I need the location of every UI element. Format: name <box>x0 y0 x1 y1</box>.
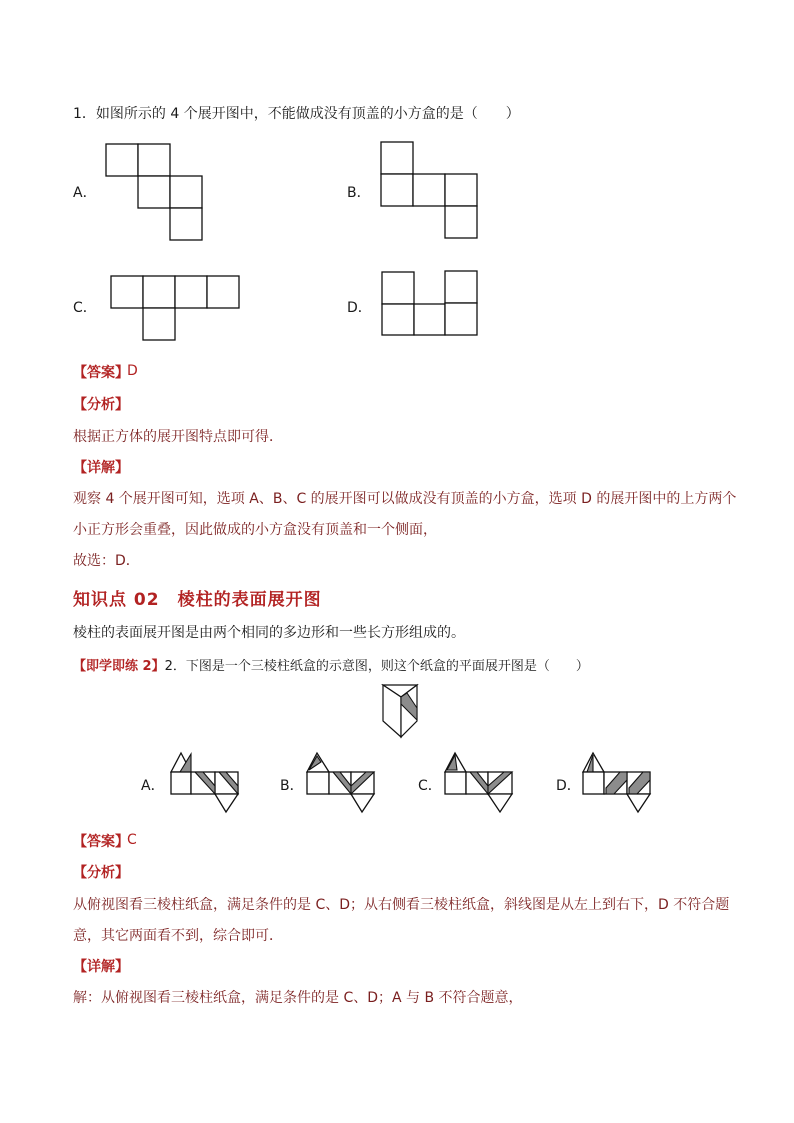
q1-answer-tag: 【答案】 <box>73 365 129 381</box>
q2-option-d-label: D． <box>556 778 581 794</box>
q2-option-b-label: B． <box>280 778 304 794</box>
q2-detail: 解：从俯视图看三棱柱纸盒，满足条件的是 C、D；A 与 B 不符合题意， <box>73 990 523 1006</box>
q2-analysis-line-2: 意，其它两面看不到，综合即可． <box>73 928 283 944</box>
q1-detail-line-3: 故选：D． <box>73 553 140 569</box>
q1-option-a-label: A． <box>73 185 97 201</box>
section-intro: 棱柱的表面展开图是由两个相同的多边形和一些长方形组成的。 <box>73 625 465 641</box>
q1-option-b-label: B． <box>347 185 371 201</box>
q1-detail-line-1: 观察 4 个展开图可知，选项 A、B、C 的展开图可以做成没有顶盖的小方盒，选项 D 的展开图中的上方两个 <box>73 491 737 507</box>
q1-analysis-tag: 【分析】 <box>73 397 129 413</box>
q2-tag: 【即学即练 2】 <box>73 659 165 674</box>
q2-option-c-label: C． <box>418 778 442 794</box>
q2-analysis-line-1: 从俯视图看三棱柱纸盒，满足条件的是 C、D；从右侧看三棱柱纸盒，斜线图是从左上到右下，D 不符合题 <box>73 897 730 913</box>
q2-detail-tag: 【详解】 <box>73 959 129 975</box>
q1-answer: D <box>127 363 138 379</box>
q1-detail-line-2: 小正方形会重叠，因此做成的小方盒没有顶盖和一个侧面， <box>73 522 437 538</box>
q2-stem: 2．下图是一个三棱柱纸盒的示意图，则这个纸盒的平面展开图是（ ） <box>164 659 589 674</box>
q1-option-d-label: D． <box>347 300 372 316</box>
q2-answer: C <box>127 832 137 848</box>
q2-analysis-tag: 【分析】 <box>73 865 129 881</box>
q1-option-c-label: C． <box>73 300 97 316</box>
q2-option-a-label: A． <box>141 778 165 794</box>
q1-analysis: 根据正方体的展开图特点即可得． <box>73 429 283 445</box>
q2-answer-tag: 【答案】 <box>73 834 129 850</box>
q1-stem: 1．如图所示的 4 个展开图中，不能做成没有顶盖的小方盒的是（ ） <box>73 106 520 122</box>
q1-detail-tag: 【详解】 <box>73 460 129 476</box>
section-title: 知识点 02 棱柱的表面展开图 <box>73 590 322 610</box>
